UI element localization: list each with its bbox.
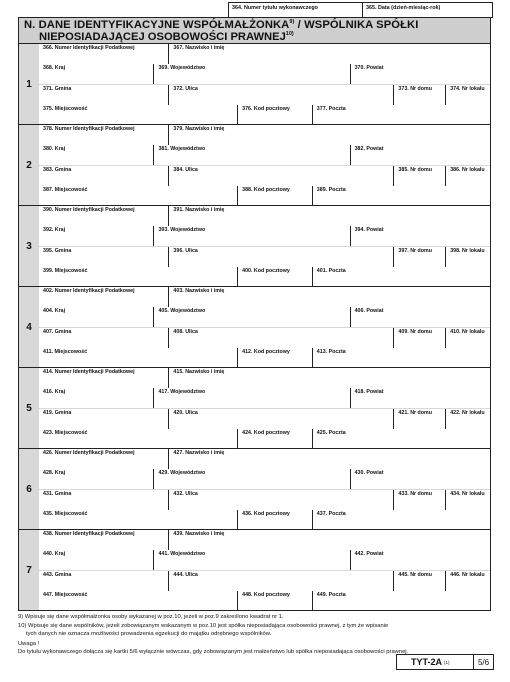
field-label: 374. Nr lokalu <box>450 85 485 92</box>
form-field[interactable] <box>39 247 169 267</box>
field-label: 431. Gmina <box>43 490 72 497</box>
field-label: 379. Nazwisko i imię <box>173 126 225 132</box>
form-field[interactable] <box>39 591 238 610</box>
field-label: 445. Nr domu <box>398 571 432 578</box>
block-number: 1 <box>26 78 32 90</box>
field-label: 400. Kod pocztowy <box>242 267 290 274</box>
form-field[interactable] <box>39 469 154 489</box>
form-row <box>39 348 490 367</box>
form-field[interactable] <box>394 490 446 510</box>
form-field[interactable] <box>39 125 169 145</box>
form-row <box>39 267 490 286</box>
form-field[interactable] <box>39 44 169 64</box>
field-label: 430. Powiat <box>354 470 384 477</box>
form-field[interactable] <box>39 328 169 348</box>
form-field[interactable] <box>169 125 490 145</box>
field-label: 424. Kod pocztowy <box>242 429 290 436</box>
person-block-6 <box>18 449 491 530</box>
form-field[interactable] <box>39 166 169 186</box>
form-row <box>39 166 490 186</box>
form-field[interactable] <box>169 206 490 226</box>
form-field[interactable] <box>446 166 490 186</box>
footnote-9: 9) Wpisuje się dane współmałżonka osoby wykazanej w poz.10, jeżeli w poz.9 zakreślono kwadrat nr 1. <box>18 614 284 620</box>
page-number: 5/6 <box>477 657 490 667</box>
person-block-4 <box>18 287 491 368</box>
form-field[interactable] <box>154 307 350 327</box>
person-block-3 <box>18 206 491 287</box>
form-field[interactable] <box>169 247 394 267</box>
field-label: 385. Nr domu <box>398 166 432 173</box>
field-label: 427. Nazwisko i imię <box>173 450 225 456</box>
form-field[interactable] <box>154 64 350 84</box>
form-field[interactable] <box>394 247 446 267</box>
field-label: 407. Gmina <box>43 328 72 335</box>
field-label: 435. Miejscowość <box>43 510 88 517</box>
form-field[interactable] <box>39 307 154 327</box>
field-label: 388. Kod pocztowy <box>242 186 290 193</box>
field-label: 441. Województwo <box>158 551 206 558</box>
field-label: 404. Kraj <box>43 308 66 315</box>
person-blocks <box>18 44 491 611</box>
field-label: 382. Powiat <box>354 146 384 153</box>
form-field[interactable] <box>39 571 169 591</box>
field-label: 372. Ulica <box>173 85 198 92</box>
field-label: 380. Kraj <box>43 146 66 153</box>
form-field[interactable] <box>351 307 490 327</box>
form-field[interactable] <box>351 226 490 246</box>
field-label: 412. Kod pocztowy <box>242 348 290 355</box>
form-field[interactable] <box>39 490 169 510</box>
field-label: 395. Gmina <box>43 247 72 254</box>
section-header <box>18 17 491 44</box>
block-number: 2 <box>26 159 32 171</box>
form-field[interactable] <box>169 530 490 550</box>
form-field[interactable] <box>351 550 490 570</box>
form-row <box>39 490 490 510</box>
form-row <box>39 226 490 246</box>
field-label: 433. Nr domu <box>398 490 432 497</box>
form-row <box>39 287 490 307</box>
form-field[interactable] <box>446 328 490 348</box>
field-label: 413. Poczta <box>316 348 346 355</box>
form-row <box>39 44 490 64</box>
field-label: 426. Numer Identyfikacji Podatkowej <box>43 450 135 456</box>
field-label: 373. Nr domu <box>398 85 432 92</box>
field-label: 381. Województwo <box>158 146 206 153</box>
field-label: 386. Nr lokalu <box>450 166 485 173</box>
field-label: 397. Nr domu <box>398 247 432 254</box>
form-field[interactable] <box>313 267 490 286</box>
footnotes <box>18 614 500 658</box>
form-field[interactable] <box>39 105 238 124</box>
form-row <box>39 429 490 448</box>
form-field[interactable] <box>351 388 490 408</box>
form-field[interactable] <box>394 166 446 186</box>
form-field[interactable] <box>169 409 394 429</box>
field-label: 421. Nr domu <box>398 409 432 416</box>
person-block-1 <box>18 44 491 125</box>
form-row <box>39 186 490 205</box>
field-label: 428. Kraj <box>43 470 66 477</box>
form-field[interactable] <box>39 368 169 388</box>
form-field[interactable] <box>351 145 490 165</box>
section-title-line1: N. DANE IDENTYFIKACYJNE WSPÓŁMAŁŻONKA$^{9)}$ / WSPÓLNIKA SPÓŁKI <box>24 19 419 31</box>
form-field[interactable] <box>394 328 446 348</box>
form-field[interactable] <box>39 186 238 205</box>
form-field[interactable] <box>39 550 154 570</box>
field-label: 402. Numer Identyfikacji Podatkowej <box>43 288 135 294</box>
block-number: 4 <box>26 321 32 333</box>
form-row <box>39 105 490 124</box>
field-label: 377. Poczta <box>316 105 346 112</box>
form-field[interactable] <box>169 571 394 591</box>
field-label: 437. Poczta <box>316 510 346 517</box>
form-field[interactable] <box>238 429 313 448</box>
field-label: 447. Miejscowość <box>43 591 88 598</box>
form-row <box>39 125 490 145</box>
form-field[interactable] <box>154 226 350 246</box>
field-label: 405. Województwo <box>158 308 206 315</box>
field-label: 406. Powiat <box>354 308 384 315</box>
form-field[interactable] <box>39 226 154 246</box>
field-label: 439. Nazwisko i imię <box>173 531 225 537</box>
field-label: 408. Ulica <box>173 328 198 335</box>
footnote-10: 10) Wpisuje się dane wspólników, jeżeli zobowiązanym wskazanym w poz.10 jest spółka nieposiadająca osobowości prawnej, z tym że wpisanie tych danych nie oznacza możliwości prowadzenia egzekucji do majątku odrębnego wspólników. <box>18 623 389 637</box>
field-label: 449. Poczta <box>316 591 346 598</box>
field-label: 415. Nazwisko i imię <box>173 369 225 375</box>
form-field[interactable] <box>169 490 394 510</box>
field-label: 370. Powiat <box>354 65 384 72</box>
field-label: 401. Poczta <box>316 267 346 274</box>
field-label: 434. Nr lokalu <box>450 490 485 497</box>
block-number: 7 <box>26 564 32 576</box>
form-row <box>39 409 490 429</box>
field-label: 423. Miejscowość <box>43 429 88 436</box>
form-field[interactable] <box>313 348 490 367</box>
form-id: TYT-2A (1) <box>397 655 474 669</box>
field-label: 422. Nr lokalu <box>450 409 485 416</box>
form-field[interactable] <box>39 145 154 165</box>
field-label: 414. Numer Identyfikacji Podatkowej <box>43 369 135 375</box>
form-row <box>39 550 490 570</box>
title-number-field[interactable]: 364. Numer tytułu wykonawczego <box>229 3 363 17</box>
form-field[interactable] <box>154 388 350 408</box>
field-label: 371. Gmina <box>43 85 72 92</box>
field-label: 366. Numer Identyfikacji Podatkowej <box>43 45 135 51</box>
form-row <box>39 145 490 165</box>
form-row <box>39 85 490 105</box>
form-row <box>39 206 490 226</box>
person-block-5 <box>18 368 491 449</box>
field-label: 416. Kraj <box>43 389 66 396</box>
form-field[interactable] <box>351 469 490 489</box>
form-field[interactable] <box>238 186 313 205</box>
form-field[interactable] <box>154 145 350 165</box>
form-row <box>39 571 490 591</box>
field-label: 440. Kraj <box>43 551 66 558</box>
form-field[interactable] <box>39 64 154 84</box>
form-field[interactable] <box>169 368 490 388</box>
section-title-line2: NIEPOSIADAJĄCEJ OSOBOWOŚCI PRAWNEJ$^{10)}$ <box>39 31 294 43</box>
form-field[interactable] <box>169 166 394 186</box>
field-label: 425. Poczta <box>316 429 346 436</box>
field-label: 410. Nr lokalu <box>450 328 485 335</box>
field-label: 378. Numer Identyfikacji Podatkowej <box>43 126 135 132</box>
field-label: 418. Powiat <box>354 389 384 396</box>
field-label: 376. Kod pocztowy <box>242 105 290 112</box>
field-label: 368. Kraj <box>43 65 66 72</box>
field-label: 369. Województwo <box>158 65 206 72</box>
field-label: 446. Nr lokalu <box>450 571 485 578</box>
field-label: 419. Gmina <box>43 409 72 416</box>
form-field[interactable] <box>313 510 490 529</box>
field-label: 390. Numer Identyfikacji Podatkowej <box>43 207 135 213</box>
form-row <box>39 510 490 529</box>
form-field[interactable] <box>169 449 490 469</box>
field-label: 398. Nr lokalu <box>450 247 485 254</box>
field-label: 392. Kraj <box>43 227 66 234</box>
form-field[interactable] <box>446 490 490 510</box>
field-label: 389. Poczta <box>316 186 346 193</box>
form-field[interactable] <box>394 409 446 429</box>
form-field[interactable] <box>169 44 490 64</box>
form-field[interactable] <box>313 429 490 448</box>
form-field[interactable] <box>39 510 238 529</box>
form-row <box>39 64 490 84</box>
form-row <box>39 591 490 610</box>
field-label: 391. Nazwisko i imię <box>173 207 225 213</box>
field-label: 394. Powiat <box>354 227 384 234</box>
date-field[interactable]: 365. Data (dzień-miesiąc-rok) <box>366 5 441 11</box>
form-field[interactable] <box>238 105 313 124</box>
form-field[interactable] <box>446 85 490 105</box>
form-field[interactable] <box>39 388 154 408</box>
form-field[interactable] <box>351 64 490 84</box>
form-footer <box>396 654 494 670</box>
field-label: 443. Gmina <box>43 571 72 578</box>
form-field[interactable] <box>394 85 446 105</box>
form-field[interactable] <box>313 186 490 205</box>
form-field[interactable] <box>313 105 490 124</box>
field-label: 396. Ulica <box>173 247 198 254</box>
field-label: 429. Województwo <box>158 470 206 477</box>
field-label: 417. Województwo <box>158 389 206 396</box>
note: Uwaga ! Do tytułu wykonawczego dołącza się kartki 5/6 wyłącznie wówczas, gdy zobowiązanym jest małżeństwo lub spółka nieposiadająca osobowości prawnej. <box>18 641 409 655</box>
field-label: 432. Ulica <box>173 490 198 497</box>
form-field[interactable] <box>39 85 169 105</box>
form-field[interactable] <box>446 247 490 267</box>
form-row <box>39 247 490 267</box>
form-field[interactable] <box>446 409 490 429</box>
field-label: 383. Gmina <box>43 166 72 173</box>
form-field[interactable] <box>238 510 313 529</box>
person-block-7 <box>18 530 491 611</box>
field-label: 387. Miejscowość <box>43 186 88 193</box>
field-label: 436. Kod pocztowy <box>242 510 290 517</box>
form-field[interactable] <box>154 469 350 489</box>
field-label: 384. Ulica <box>173 166 198 173</box>
form-row <box>39 328 490 348</box>
form-field[interactable] <box>238 591 313 610</box>
form-field[interactable] <box>169 287 490 307</box>
form-field[interactable] <box>238 267 313 286</box>
form-field[interactable] <box>39 429 238 448</box>
form-field[interactable] <box>238 348 313 367</box>
form-field[interactable] <box>154 550 350 570</box>
form-field[interactable] <box>39 530 169 550</box>
form-field[interactable] <box>313 591 490 610</box>
form-field[interactable] <box>394 571 446 591</box>
block-number: 3 <box>26 240 32 252</box>
block-number: 5 <box>26 402 32 414</box>
form-field[interactable] <box>39 449 169 469</box>
field-label: 448. Kod pocztowy <box>242 591 290 598</box>
form-row <box>39 307 490 327</box>
field-label: 367. Nazwisko i imię <box>173 45 225 51</box>
field-label: 393. Województwo <box>158 227 206 234</box>
person-block-2 <box>18 125 491 206</box>
form-row <box>39 388 490 408</box>
form-field[interactable] <box>169 328 394 348</box>
form-field[interactable] <box>39 267 238 286</box>
field-label: 403. Nazwisko i imię <box>173 288 225 294</box>
form-row <box>39 449 490 469</box>
form-row <box>39 469 490 489</box>
field-label: 411. Miejscowość <box>43 348 88 355</box>
form-field[interactable] <box>446 571 490 591</box>
field-label: 438. Numer Identyfikacji Podatkowej <box>43 531 135 537</box>
form-field[interactable] <box>39 206 169 226</box>
form-row <box>39 368 490 388</box>
block-number: 6 <box>26 483 32 495</box>
field-label: 420. Ulica <box>173 409 198 416</box>
form-field[interactable] <box>39 348 238 367</box>
top-fields <box>228 2 493 18</box>
field-label: 375. Miejscowość <box>43 105 88 112</box>
form-field[interactable] <box>169 85 394 105</box>
form-field[interactable] <box>39 409 169 429</box>
form-row <box>39 530 490 550</box>
form-field[interactable] <box>39 287 169 307</box>
field-label: 399. Miejscowość <box>43 267 88 274</box>
field-label: 409. Nr domu <box>398 328 432 335</box>
field-label: 442. Powiat <box>354 551 384 558</box>
field-label: 444. Ulica <box>173 571 198 578</box>
